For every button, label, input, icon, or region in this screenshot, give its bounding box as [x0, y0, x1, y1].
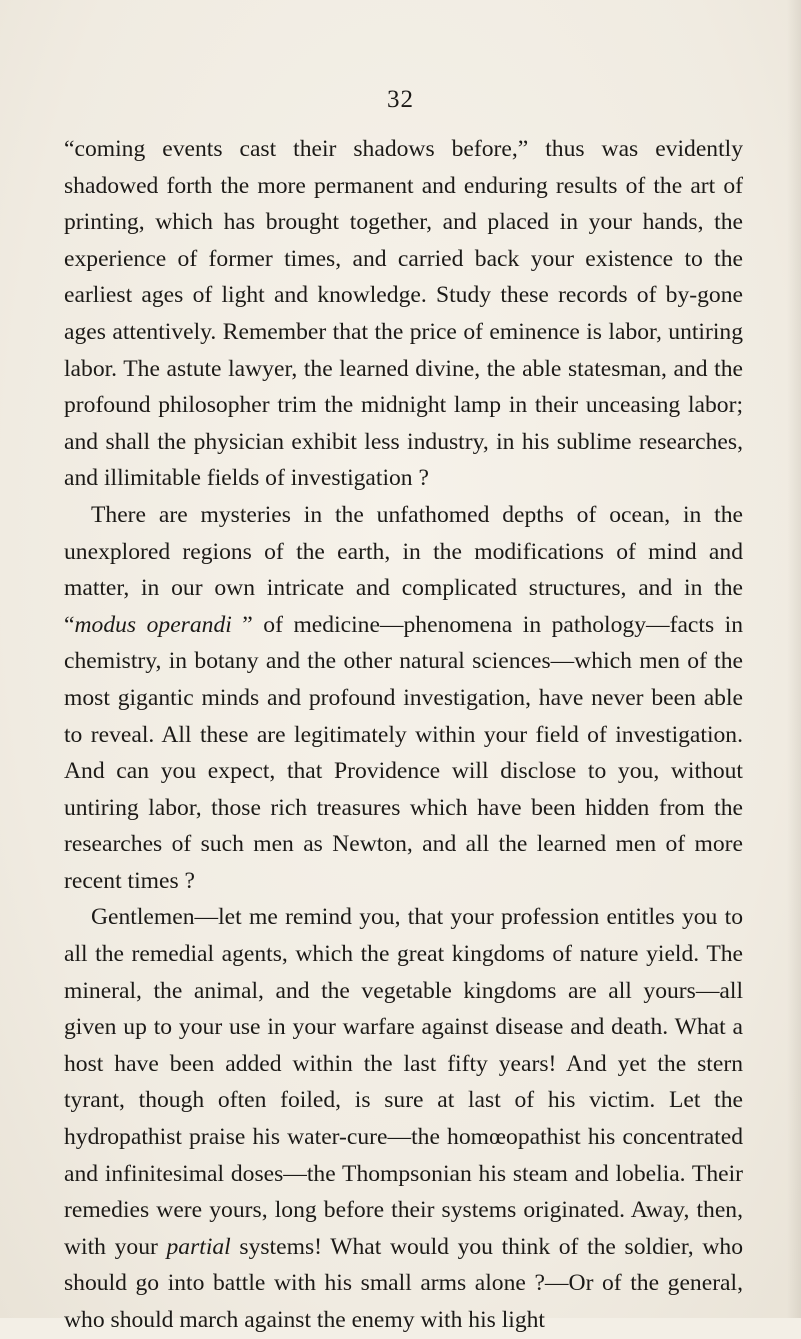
paragraph-p2: [64, 497, 743, 900]
body-text: [64, 131, 743, 1339]
text-segment: Gentlemen—let me remind you, that your profession entitles you to all the remedial agents, which the great kingdoms of nature yield. The mineral, the animal, and the vegetable kingdoms are all yours—all given up to your use in your warfare against disease and death. What a host have been added within the last fifty years! And yet the stern tyrant, though often foiled, is sure at last of his victim. Let the hydropathist praise his water-cure—the homœopathist his concentrated and infinitesimal doses—the Thompsonian his steam and lobelia. Their remedies were yours, long before their systems originated. Away, then, with your: [64, 904, 743, 1260]
text-segment: systems! What would you think of the soldier, who should go into battle with his small arms alone ?—Or of the general, who should march against the enemy with his light: [64, 1233, 743, 1333]
page-edge-shadow: [787, 0, 801, 1318]
text-segment: ” of medicine—phenomena in pathology—facts in chemistry, in botany and the other natural sciences—which men of the most gigantic minds and profound investigation, have never been able to reveal. All these are legitimately within your field of investigation. And can you expect, that Providence will disclose to you, without untiring labor, those rich treasures which have been hidden from the researches of such men as Newton, and all the learned men of more recent times ?: [64, 611, 743, 894]
italic-phrase: partial: [166, 1233, 231, 1260]
paragraph-p3: [64, 899, 743, 1338]
paragraph-p1: [64, 131, 743, 497]
text-segment: There are mysteries in the unfathomed depths of ocean, in the unexplored regions of the earth, in the modifications of mind and matter, in our own intricate and complicated structures, and in the “: [64, 501, 743, 638]
text-segment: “coming events cast their shadows before,” thus was evidently shadowed forth the more permanent and enduring results of the art of printing, which has brought together, and placed in your hands, the experience of former times, and carried back your existence to the earliest ages of light and knowledge. Study these records of by-gone ages attentively. Remember that the price of eminence is labor, untiring labor. The astute lawyer, the learned divine, the able statesman, and the profound philosopher trim the midnight lamp in their unceasing labor; and shall the physician exhibit less industry, in his sublime researches, and illimitable fields of investigation ?: [64, 136, 743, 492]
page-number: 32: [387, 86, 414, 113]
italic-phrase: modus operandi: [74, 611, 232, 638]
